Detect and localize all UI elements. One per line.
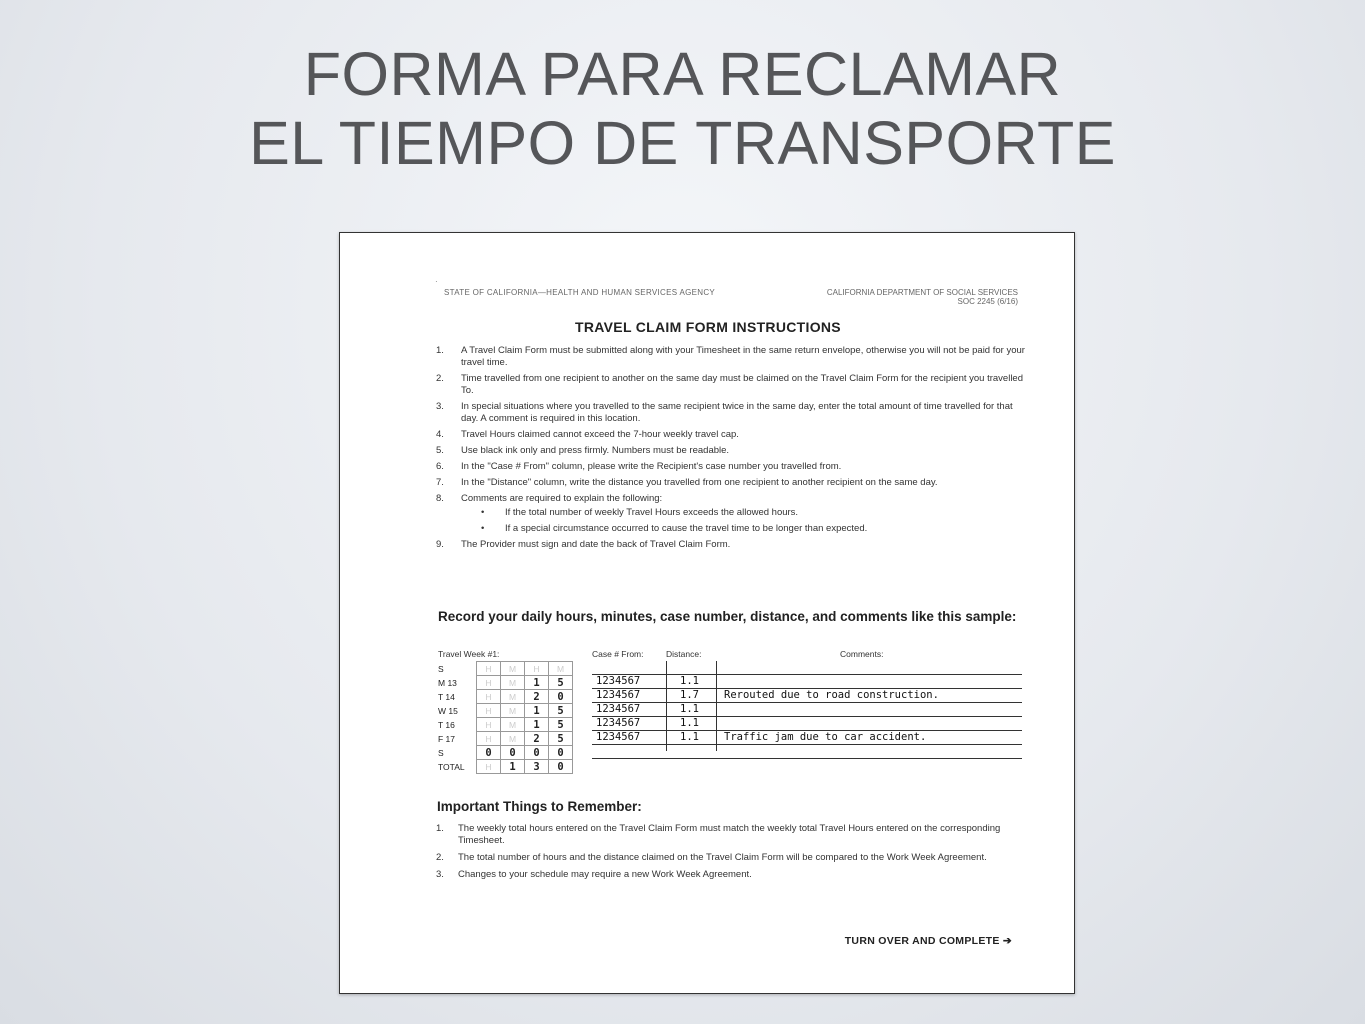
grid-day-label: M 13 (438, 677, 457, 688)
column-divider (666, 661, 667, 751)
header-department-name: CALIFORNIA DEPARTMENT OF SOCIAL SERVICES (826, 288, 1018, 297)
remember-number: 3. (436, 869, 444, 880)
instruction-text: Time travelled from one recipient to another on the same day must be claimed on the Travel Claim Form for the recipient you travelled To. (461, 373, 1023, 396)
instruction-item (436, 477, 1026, 489)
important-heading: Important Things to Remember: (437, 799, 642, 814)
instruction-text: In the "Case # From" column, please write the Recipient's case number you travelled from. (461, 461, 842, 472)
slide-title-line-2: EL TIEMPO DE TRANSPORTE (249, 109, 1116, 177)
entry-case-number: 1234567 (596, 703, 641, 715)
grid-cell: H (477, 676, 501, 690)
instruction-text: In special situations where you travelled to the same recipient twice in the same day, enter the total amount of time travelled for that day. A comment is required in this location. (461, 401, 1013, 424)
grid-cell: 0 (549, 690, 573, 704)
sample-entry-row (592, 703, 1022, 717)
turn-over-note: TURN OVER AND COMPLETE ➔ (844, 935, 1012, 947)
grid-day-label: S (438, 747, 444, 758)
instruction-number: 8. (436, 493, 444, 504)
travel-claim-form-image (339, 232, 1075, 994)
instruction-item (436, 345, 1026, 369)
header-form-number: SOC 2245 (6/16) (957, 297, 1018, 306)
case-from-header: Case # From: (592, 649, 644, 659)
grid-cell: 0 (477, 746, 501, 760)
grid-cell: H (477, 704, 501, 718)
entry-case-number: 1234567 (596, 675, 641, 687)
entry-distance: 1.1 (680, 675, 699, 687)
remember-number: 2. (436, 852, 444, 863)
bullet-icon: • (481, 507, 485, 518)
grid-cell: 0 (501, 746, 525, 760)
sample-entry-row (592, 731, 1022, 745)
remember-text: The weekly total hours entered on the Travel Claim Form must match the weekly total Travel Hours entered on the corresponding Timesheet. (458, 823, 1001, 846)
instruction-number: 7. (436, 477, 444, 488)
instruction-number: 5. (436, 445, 444, 456)
form-title: TRAVEL CLAIM FORM INSTRUCTIONS (575, 319, 841, 335)
grid-day-label: T 14 (438, 691, 455, 702)
grid-cell: 1 (525, 704, 549, 718)
remember-item (436, 869, 1016, 881)
sample-entry-row (592, 717, 1022, 731)
grid-cell: 5 (549, 718, 573, 732)
grid-row (436, 676, 573, 690)
grid-row (436, 732, 573, 746)
entry-case-number: 1234567 (596, 731, 641, 743)
instruction-item (436, 373, 1026, 397)
instruction-text: A Travel Claim Form must be submitted along with your Timesheet in the same return envelope, otherwise you will not be paid for your travel time. (461, 345, 1025, 368)
grid-cell: 2 (525, 690, 549, 704)
grid-cell: M (501, 676, 525, 690)
record-heading: Record your daily hours, minutes, case number, distance, and comments like this sample: (438, 609, 1017, 624)
entry-case-number: 1234567 (596, 689, 641, 701)
grid-cell: 0 (525, 746, 549, 760)
instruction-text: In the "Distance" column, write the distance you travelled from one recipient to another recipient on the same day. (461, 477, 938, 488)
grid-cell: 0 (549, 760, 573, 774)
grid-row (436, 718, 573, 732)
sub-bullet-text: If a special circumstance occurred to cause the travel time to be longer than expected. (505, 523, 868, 534)
grid-cell: 1 (501, 760, 525, 774)
grid-cell: H (477, 662, 501, 676)
entry-distance: 1.1 (680, 703, 699, 715)
sample-hours-grid (436, 661, 573, 774)
entry-distance: 1.1 (680, 731, 699, 743)
instruction-text: Travel Hours claimed cannot exceed the 7-hour weekly travel cap. (461, 429, 739, 440)
grid-cell: 1 (525, 718, 549, 732)
grid-cell: M (501, 718, 525, 732)
distance-header: Distance: (666, 649, 702, 659)
grid-cell: M (501, 690, 525, 704)
grid-row (436, 760, 573, 774)
instruction-item (436, 401, 1026, 425)
entry-distance: 1.7 (680, 689, 699, 701)
entry-comment: Rerouted due to road construction. (724, 689, 939, 701)
column-divider (716, 661, 717, 751)
instruction-number: 2. (436, 373, 444, 384)
instruction-item (436, 461, 1026, 473)
instruction-item (436, 539, 1026, 551)
instruction-text: Use black ink only and press firmly. Numbers must be readable. (461, 445, 730, 456)
sample-entry-row (592, 661, 1022, 675)
sub-bullet-text: If the total number of weekly Travel Hours exceeds the allowed hours. (505, 507, 799, 518)
grid-cell: 2 (525, 732, 549, 746)
remember-list (436, 823, 1016, 886)
sub-bullet-list (481, 507, 1026, 535)
grid-cell: M (501, 662, 525, 676)
grid-day-label: T 16 (438, 719, 455, 730)
grid-cell: 1 (525, 676, 549, 690)
instruction-number: 1. (436, 345, 444, 356)
grid-cell: 3 (525, 760, 549, 774)
grid-cell: H (477, 760, 501, 774)
header-department (827, 288, 1018, 306)
comments-header: Comments: (840, 649, 884, 659)
grid-row (436, 746, 573, 760)
grid-day-label: TOTAL (438, 761, 465, 772)
header-mark: · (435, 277, 438, 286)
grid-cell: M (501, 732, 525, 746)
remember-text: Changes to your schedule may require a new Work Week Agreement. (458, 869, 752, 880)
grid-cell: H (477, 732, 501, 746)
grid-cell: 5 (549, 676, 573, 690)
entry-comment: Traffic jam due to car accident. (724, 731, 927, 743)
sample-entry-row (592, 675, 1022, 689)
instruction-number: 9. (436, 539, 444, 550)
grid-cell: 0 (549, 746, 573, 760)
instruction-item (436, 493, 1026, 535)
sub-bullet-item (481, 507, 1026, 519)
sample-entries (592, 661, 1022, 759)
grid-cell: H (477, 718, 501, 732)
grid-row (436, 704, 573, 718)
remember-item (436, 852, 1016, 864)
sub-bullet-item (481, 523, 1026, 535)
grid-cell: M (501, 704, 525, 718)
grid-cell: M (549, 662, 573, 676)
grid-cell: 5 (549, 704, 573, 718)
grid-day-label: S (438, 663, 444, 674)
instruction-text: The Provider must sign and date the back of Travel Claim Form. (461, 539, 731, 550)
bullet-icon: • (481, 523, 485, 534)
slide-title-line-1: FORMA PARA RECLAMAR (303, 40, 1062, 108)
grid-row (436, 690, 573, 704)
grid-cell: H (477, 690, 501, 704)
instructions-list (436, 345, 1026, 555)
instruction-number: 6. (436, 461, 444, 472)
travel-week-label: Travel Week #1: (438, 649, 500, 659)
entry-case-number: 1234567 (596, 717, 641, 729)
instruction-number: 3. (436, 401, 444, 412)
grid-cell: 5 (549, 732, 573, 746)
instruction-item (436, 429, 1026, 441)
grid-day-label: W 15 (438, 705, 458, 716)
grid-row (436, 662, 573, 676)
grid-cell: H (525, 662, 549, 676)
header-agency: STATE OF CALIFORNIA—HEALTH AND HUMAN SERVICES AGENCY (444, 288, 716, 297)
sample-entry-row (592, 745, 1022, 759)
remember-text: The total number of hours and the distance claimed on the Travel Claim Form will be compared to the Work Week Agreement. (458, 852, 987, 863)
grid-day-label: F 17 (438, 733, 456, 744)
remember-item (436, 823, 1016, 847)
entry-distance: 1.1 (680, 717, 699, 729)
instruction-item (436, 445, 1026, 457)
sample-entry-row (592, 689, 1022, 703)
instruction-text: Comments are required to explain the following: (461, 493, 663, 504)
slide-title (0, 40, 1365, 178)
remember-number: 1. (436, 823, 444, 834)
instruction-number: 4. (436, 429, 444, 440)
